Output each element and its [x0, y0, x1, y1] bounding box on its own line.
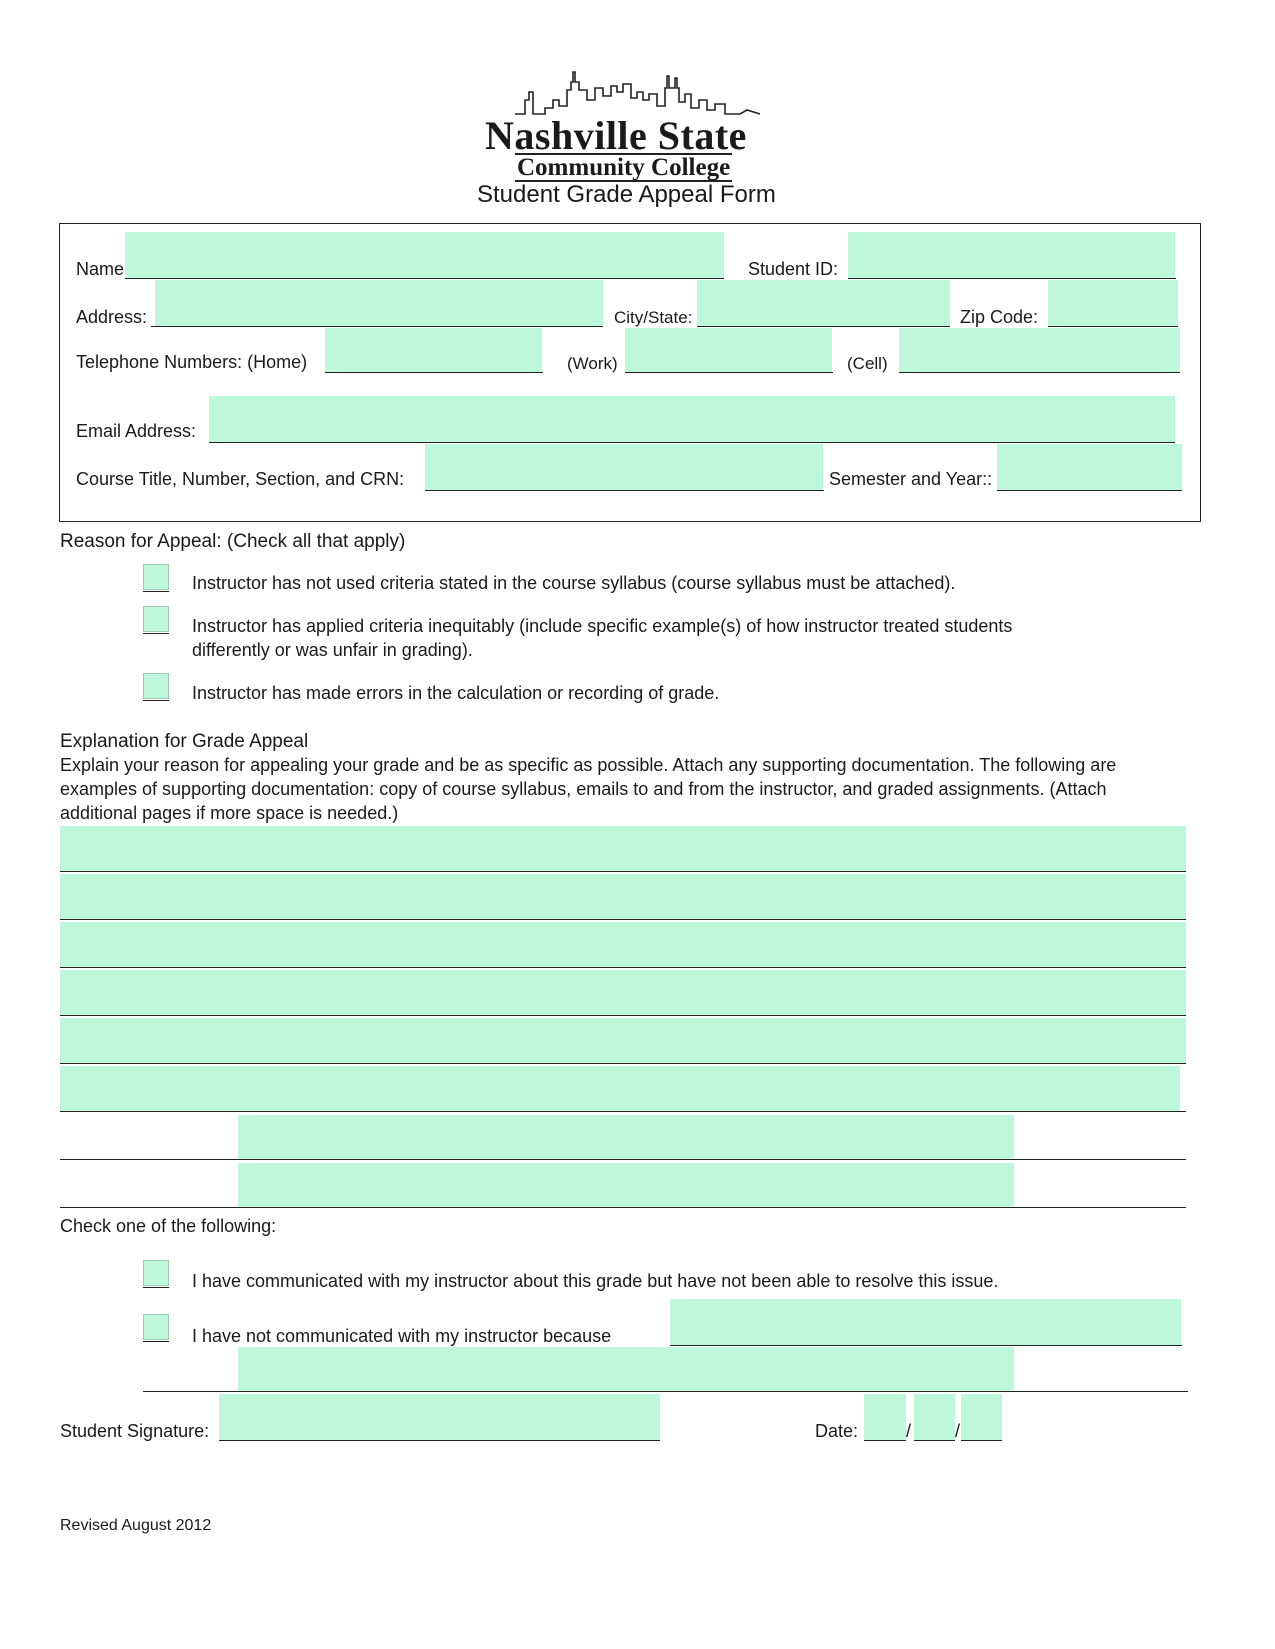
signature-label: Student Signature:	[60, 1421, 210, 1441]
email-field[interactable]	[209, 396, 1175, 442]
telephone-home-label: Telephone Numbers: (Home)	[76, 352, 308, 372]
course-label: Course Title, Number, Section, and CRN:	[76, 469, 405, 489]
student-id-field[interactable]	[848, 232, 1175, 278]
explanation-field-line-8[interactable]	[238, 1163, 1014, 1207]
reason-text-2a: Instructor has applied criteria inequitably (include specific example(s) of how instructor treated students	[192, 616, 1013, 636]
communicated-checkbox[interactable]	[143, 1260, 169, 1286]
date-month-underline	[864, 1440, 906, 1441]
semester-label: Semester and Year::	[829, 469, 993, 489]
date-year-field[interactable]	[961, 1394, 1002, 1440]
date-month-field[interactable]	[864, 1394, 906, 1440]
reason-checkbox-1[interactable]	[143, 564, 169, 590]
explanation-line-2	[60, 919, 1186, 920]
date-day-field[interactable]	[914, 1394, 955, 1440]
explanation-text-3: additional pages if more space is needed.)	[60, 803, 399, 823]
city-state-underline	[697, 326, 950, 327]
student-id-label: Student ID:	[748, 259, 839, 279]
phone-cell-label: (Cell)	[847, 354, 888, 373]
not-communicated-line-2	[143, 1391, 1188, 1392]
name-field[interactable]	[125, 232, 724, 278]
not-communicated-reason-field-2[interactable]	[238, 1347, 1014, 1391]
date-separator-2: /	[955, 1421, 961, 1441]
not-communicated-text: I have not communicated with my instructor because	[192, 1326, 612, 1346]
phone-home-field[interactable]	[325, 328, 542, 372]
signature-underline	[219, 1440, 660, 1441]
course-field[interactable]	[425, 444, 823, 490]
explanation-heading: Explanation for Grade Appeal	[60, 731, 309, 752]
email-label: Email Address:	[76, 421, 197, 441]
semester-underline	[997, 490, 1182, 491]
reason-text-2b: differently or was unfair in grading).	[192, 640, 473, 660]
reason-checkbox-3[interactable]	[143, 673, 169, 699]
name-label: Name	[76, 259, 125, 279]
communication-heading: Check one of the following:	[60, 1216, 277, 1236]
date-year-underline	[961, 1440, 1002, 1441]
communicated-text: I have communicated with my instructor about this grade but have not been able to resolve this issue.	[192, 1271, 999, 1291]
phone-home-underline	[325, 372, 543, 373]
reason-heading: Reason for Appeal: (Check all that apply)	[60, 531, 406, 552]
reason-text-3: Instructor has made errors in the calculation or recording of grade.	[192, 683, 720, 703]
not-communicated-checkbox[interactable]	[143, 1314, 169, 1340]
phone-cell-underline	[899, 372, 1180, 373]
phone-work-field[interactable]	[625, 328, 832, 372]
explanation-line-1	[60, 871, 1186, 872]
city-state-field[interactable]	[697, 280, 950, 326]
zip-label: Zip Code:	[960, 307, 1039, 327]
explanation-line-8	[60, 1207, 1186, 1208]
college-subname: Community College	[517, 154, 731, 181]
form-title: Student Grade Appeal Form	[477, 181, 776, 208]
explanation-field-line-5[interactable]	[60, 1018, 1186, 1063]
explanation-text-1: Explain your reason for appealing your grade and be as specific as possible. Attach any supporting documentation. The following are	[60, 755, 1117, 775]
explanation-line-3	[60, 967, 1186, 968]
explanation-line-7	[60, 1159, 1186, 1160]
revised-note: Revised August 2012	[60, 1517, 212, 1534]
city-state-label: City/State:	[614, 308, 693, 327]
date-separator-1: /	[906, 1421, 912, 1441]
explanation-field-line-3[interactable]	[60, 922, 1186, 967]
signature-field[interactable]	[219, 1394, 660, 1440]
explanation-field-line-6[interactable]	[60, 1066, 1180, 1111]
reason-text-1: Instructor has not used criteria stated in the course syllabus (course syllabus must be attached).	[192, 573, 956, 593]
address-label: Address:	[76, 307, 148, 327]
zip-field[interactable]	[1048, 280, 1178, 326]
college-logo-skyline	[515, 70, 760, 118]
reason-checkbox-2[interactable]	[143, 606, 169, 632]
explanation-line-4	[60, 1015, 1186, 1016]
date-label: Date:	[815, 1421, 859, 1441]
phone-work-label: (Work)	[567, 354, 618, 373]
semester-field[interactable]	[997, 444, 1182, 490]
explanation-text-2: examples of supporting documentation: copy of course syllabus, emails to and from the instructor, and graded assignments. (Attach	[60, 779, 1107, 799]
course-underline	[425, 490, 824, 491]
explanation-field-line-2[interactable]	[60, 874, 1186, 919]
date-day-underline	[914, 1440, 955, 1441]
explanation-field-line-1[interactable]	[60, 826, 1186, 871]
name-underline	[125, 278, 724, 279]
email-underline	[209, 442, 1175, 443]
phone-work-underline	[625, 372, 833, 373]
college-name: Nashville State	[485, 113, 747, 158]
explanation-field-line-4[interactable]	[60, 970, 1186, 1015]
student-id-underline	[848, 278, 1176, 279]
address-field[interactable]	[155, 280, 603, 326]
explanation-line-6	[60, 1111, 1186, 1112]
explanation-field-line-7[interactable]	[238, 1115, 1014, 1159]
not-communicated-reason-field[interactable]	[670, 1299, 1181, 1345]
not-communicated-underline	[670, 1345, 1182, 1346]
address-underline	[151, 326, 603, 327]
explanation-line-5	[60, 1063, 1186, 1064]
zip-underline	[1048, 326, 1178, 327]
phone-cell-field[interactable]	[899, 328, 1180, 372]
